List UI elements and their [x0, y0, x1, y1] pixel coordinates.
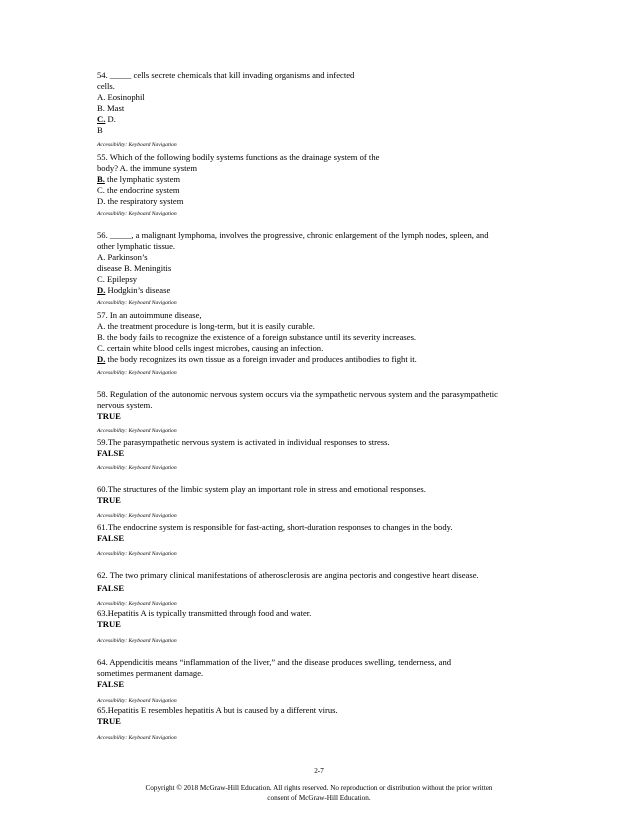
q55-option-c: C. the endocrine system [97, 185, 180, 195]
q59-stem: 59.The parasympathetic nervous system is activated in individual responses to stress. [97, 437, 390, 447]
q54-option-d: B [97, 125, 103, 135]
q55-accessibility-note: Accessibility: Keyboard Navigation [97, 211, 177, 217]
q57-option-b: B. the body fails to recognize the existence of a foreign substance until its severity increases. [97, 332, 417, 342]
q54-correct-letter: C. [97, 114, 106, 124]
q57-stem: 57. In an autoimmune disease, [97, 310, 202, 320]
q63-stem: 63.Hepatitis A is typically transmitted through food and water. [97, 608, 312, 618]
q61-answer: FALSE [97, 533, 125, 543]
q55-option-b [97, 174, 180, 185]
q63-accessibility-note: Accessibility: Keyboard Navigation [97, 638, 177, 644]
q56-option-d-text: Hodgkin’s disease [105, 285, 171, 295]
q55-correct-letter: B. [97, 174, 105, 184]
q57-correct-letter: D. [97, 354, 106, 364]
q60-stem: 60.The structures of the limbic system play an important role in stress and emotional responses. [97, 484, 426, 494]
q57-option-d-text: the body recognizes its own tissue as a foreign invader and produces antibodies to fight it. [105, 354, 417, 364]
q55-option-d: D. the respiratory system [97, 196, 184, 206]
q54-option-c-text: D. [105, 114, 116, 124]
q56-option-a: A. Parkinson’s [97, 252, 148, 262]
q54-accessibility-note: Accessibility: Keyboard Navigation [97, 142, 177, 148]
q58-answer: TRUE [97, 411, 121, 421]
q57-accessibility-note: Accessibility: Keyboard Navigation [97, 370, 177, 376]
q65-answer: TRUE [97, 716, 121, 726]
q55-stem: 55. Which of the following bodily systems functions as the drainage system of the [97, 152, 380, 162]
q56-correct-letter: D. [97, 285, 106, 295]
q56-stem-cont: other lymphatic tissue. [97, 241, 176, 251]
q62-answer: FALSE [97, 583, 125, 593]
q58-stem: 58. Regulation of the autonomic nervous system occurs via the sympathetic nervous system and the parasympathetic [97, 389, 498, 399]
q57-option-a: A. the treatment procedure is long-term, but it is easily curable. [97, 321, 315, 331]
q65-accessibility-note: Accessibility: Keyboard Navigation [97, 735, 177, 741]
q60-accessibility-note: Accessibility: Keyboard Navigation [97, 513, 177, 519]
q54-stem: 54. _____ cells secrete chemicals that kill invading organisms and infected [97, 70, 355, 80]
q64-answer: FALSE [97, 679, 125, 689]
q54-option-b: B. Mast [97, 103, 125, 113]
q56-option-d [97, 285, 170, 296]
q61-accessibility-note: Accessibility: Keyboard Navigation [97, 551, 177, 557]
q65-stem: 65.Hepatitis E resembles hepatitis A but is caused by a different virus. [97, 705, 338, 715]
q63-answer: TRUE [97, 619, 121, 629]
page-number: 2-7 [314, 767, 324, 775]
q55-option-b-text: the lymphatic system [104, 174, 181, 184]
q58-accessibility-note: Accessibility: Keyboard Navigation [97, 428, 177, 434]
q57-option-c: C. certain white blood cells ingest microbes, causing an infection. [97, 343, 324, 353]
q60-answer: TRUE [97, 495, 121, 505]
q64-accessibility-note: Accessibility: Keyboard Navigation [97, 698, 177, 704]
q59-answer: FALSE [97, 448, 125, 458]
q55-stem-cont: body? A. the immune system [97, 163, 198, 173]
q59-accessibility-note: Accessibility: Keyboard Navigation [97, 465, 177, 471]
q62-accessibility-note: Accessibility: Keyboard Navigation [97, 601, 177, 607]
q62-stem: 62. The two primary clinical manifestations of atherosclerosis are angina pectoris and congestive heart disease. [97, 570, 479, 580]
q64-stem: 64. Appendicitis means “inflammation of the liver,” and the disease produces swelling, tenderness, and [97, 657, 452, 667]
q58-stem-cont: nervous system. [97, 400, 153, 410]
q56-stem: 56. _____, a malignant lymphoma, involves the progressive, chronic enlargement of the lymph nodes, spleen, and [97, 230, 489, 240]
q54-option-a: A. Eosinophil [97, 92, 145, 102]
q54-option-c [97, 114, 116, 125]
q61-stem: 61.The endocrine system is responsible for fast-acting, short-duration responses to changes in the body. [97, 522, 453, 532]
copyright-line-2: consent of McGraw-Hill Education. [267, 794, 371, 802]
q54-stem-cont: cells. [97, 81, 115, 91]
q57-option-d [97, 354, 417, 365]
copyright-line-1: Copyright © 2018 McGraw-Hill Education. All rights reserved. No reproduction or distribution without the prior written [145, 784, 493, 792]
q64-stem-cont: sometimes permanent damage. [97, 668, 204, 678]
q56-option-b: disease B. Meningitis [97, 263, 172, 273]
q56-option-c: C. Epilepsy [97, 274, 138, 284]
q56-accessibility-note: Accessibility: Keyboard Navigation [97, 300, 177, 306]
